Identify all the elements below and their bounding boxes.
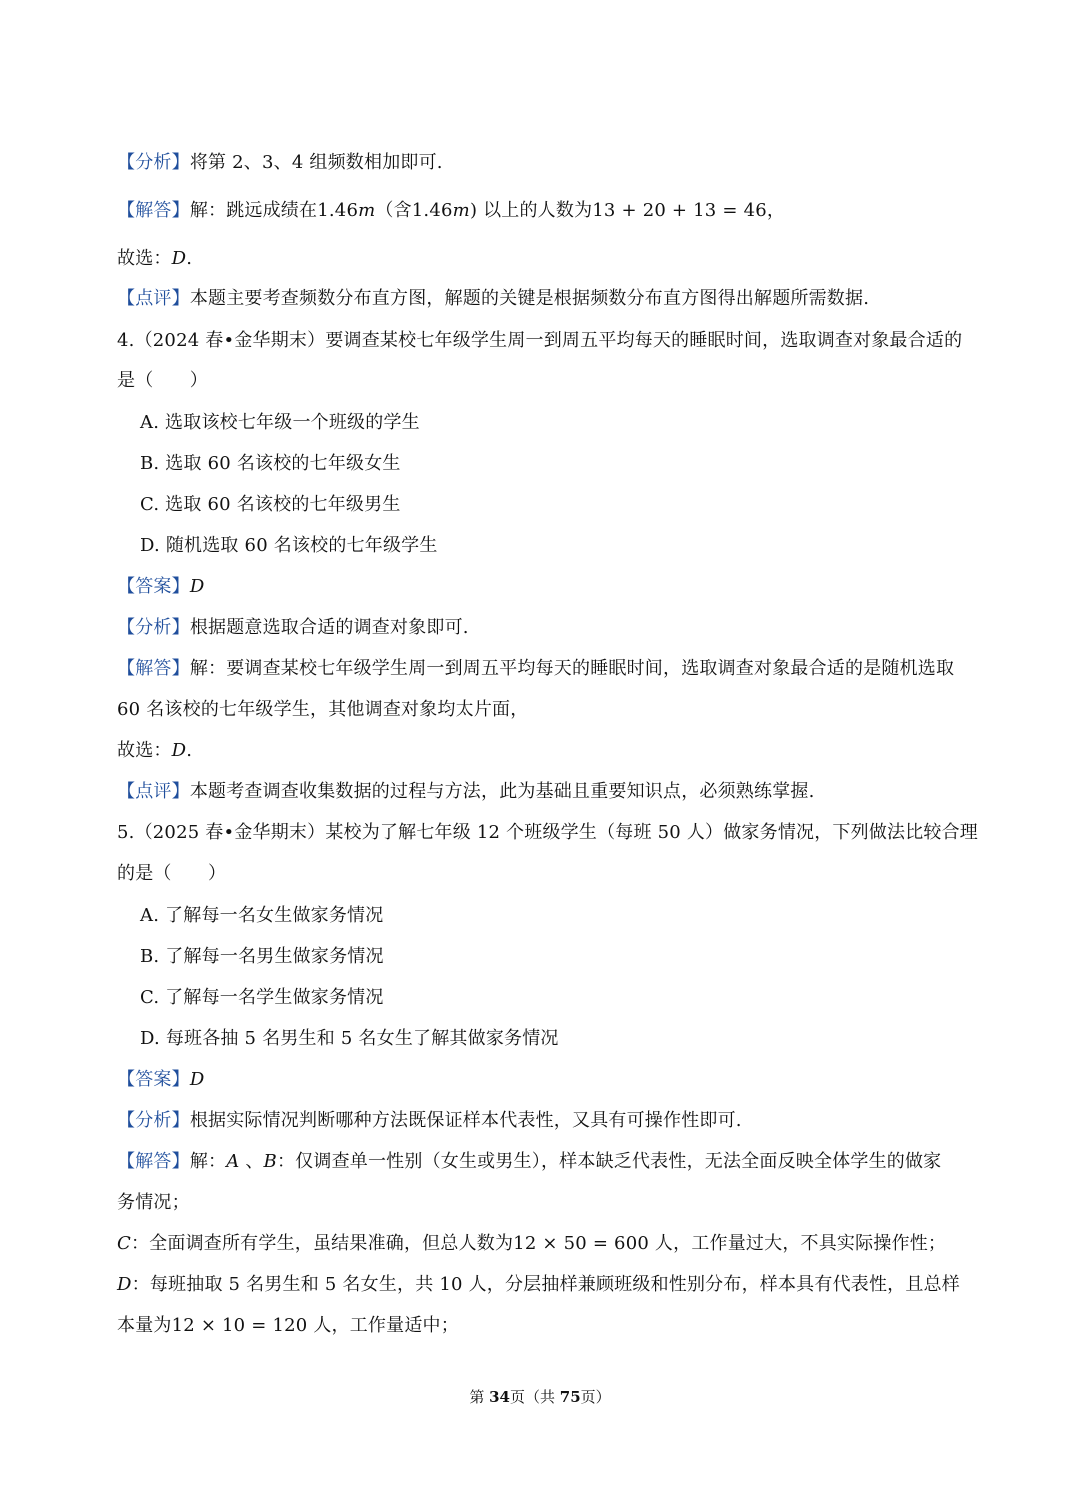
q4-option-a: A. 选取该校七年级一个班级的学生 <box>140 412 420 433</box>
q5-option-d: D. 每班各抽 5 名男生和 5 名女生了解其做家务情况 <box>140 1028 559 1049</box>
prev-solution-text-3: ) 以上的人数为13 + 20 + 13 = 46， <box>469 200 786 221</box>
q4-analysis <box>117 615 977 641</box>
prev-choose-end: . <box>186 248 193 269</box>
q5-stem-line2: 的是（ ） <box>117 863 227 884</box>
q5-d-line <box>117 1272 977 1298</box>
q5-solution-letter-a: A <box>226 1151 240 1172</box>
q5-d-letter: D <box>117 1274 132 1295</box>
prev-choose <box>117 246 977 272</box>
q4-choose-label: 故选： <box>117 740 172 761</box>
q5-solution-line2: 务情况； <box>117 1192 190 1213</box>
q5-option-c: C. 了解每一名学生做家务情况 <box>140 987 384 1008</box>
q4-stem-line2: 是（ ） <box>117 370 208 391</box>
q4-choose <box>117 738 977 764</box>
q4-stem-line1: 4.（2024 春•金华期末）要调查某校七年级学生周一到周五平均每天的睡眠时间，选取调查对象最合适的 <box>117 330 963 351</box>
q4-solution-line1 <box>117 656 977 682</box>
prev-solution-unit-2: m <box>452 200 470 221</box>
q4-analysis-text: 根据题意选取合适的调查对象即可. <box>189 617 469 638</box>
solution-tag: 【解答】 <box>117 658 190 679</box>
q5-c-line <box>117 1231 977 1257</box>
footer-prefix: 第 <box>469 1388 490 1406</box>
analysis-tag: 【分析】 <box>117 152 190 173</box>
q5-analysis-text: 根据实际情况判断哪种方法既保证样本代表性，又具有可操作性即可. <box>189 1110 742 1131</box>
prev-choose-letter: D <box>171 248 187 269</box>
q5-stem-line1: 5.（2025 春•金华期末）某校为了解七年级 12 个班级学生（每班 50 人）做家务情况，下列做法比较合理 <box>117 822 979 843</box>
q5-answer <box>117 1067 977 1093</box>
page-footer <box>0 1386 1080 1408</box>
footer-suffix: 页） <box>580 1388 611 1406</box>
q5-solution-sep: 、 <box>239 1151 264 1172</box>
q5-analysis <box>117 1108 977 1134</box>
q5-c-letter: C <box>117 1233 131 1254</box>
prev-analysis <box>117 150 977 176</box>
q5-solution-letter-b: B <box>263 1151 277 1172</box>
q4-option-c: C. 选取 60 名该校的七年级男生 <box>140 494 401 515</box>
solution-tag: 【解答】 <box>117 1151 190 1172</box>
footer-total-pages: 75 <box>559 1388 581 1406</box>
prev-choose-label: 故选： <box>117 248 172 269</box>
prev-comment-text: 本题主要考查频数分布直方图，解题的关键是根据频数分布直方图得出解题所需数据. <box>189 288 870 309</box>
solution-tag: 【解答】 <box>117 200 190 221</box>
prev-solution-text-2: （含1.46 <box>375 200 453 221</box>
q4-choose-end: . <box>186 740 193 761</box>
q4-solution-text-1: 解：要调查某校七年级学生周一到周五平均每天的睡眠时间，选取调查对象最合适的是随机选取 <box>189 658 955 679</box>
q4-answer <box>117 574 977 600</box>
q5-solution-pre: 解： <box>189 1151 227 1172</box>
q5-d-text: ：每班抽取 5 名男生和 5 名女生，共 10 人，分层抽样兼顾班级和性别分布，样本具有代表性，且总样 <box>131 1274 960 1295</box>
prev-solution-unit-1: m <box>358 200 376 221</box>
prev-analysis-text: 将第 2、3、4 组频数相加即可. <box>189 152 443 173</box>
q4-comment <box>117 779 977 805</box>
comment-tag: 【点评】 <box>117 288 190 309</box>
prev-solution-text-1: 解：跳远成绩在1.46 <box>189 200 359 221</box>
answer-tag: 【答案】 <box>117 1069 190 1090</box>
q5-d-line2: 本量为12 × 10 = 120 人，工作量适中； <box>117 1315 459 1336</box>
q4-option-d: D. 随机选取 60 名该校的七年级学生 <box>140 535 438 556</box>
footer-mid: 页（共 <box>509 1388 560 1406</box>
analysis-tag: 【分析】 <box>117 1110 190 1131</box>
q4-option-b: B. 选取 60 名该校的七年级女生 <box>140 453 401 474</box>
q4-choose-letter: D <box>171 740 187 761</box>
footer-page-number: 34 <box>489 1388 510 1406</box>
comment-tag: 【点评】 <box>117 781 190 802</box>
q5-answer-letter: D <box>189 1069 205 1090</box>
prev-comment <box>117 286 977 312</box>
q4-solution-line2: 60 名该校的七年级学生，其他调查对象均太片面， <box>117 699 529 720</box>
q5-solution-line1 <box>117 1149 977 1175</box>
q5-c-text: ：全面调查所有学生，虽结果准确，但总人数为12 × 50 = 600 人，工作量过大，不具实际操作性； <box>130 1233 947 1254</box>
q5-option-b: B. 了解每一名男生做家务情况 <box>140 946 384 967</box>
q4-comment-text: 本题考查调查收集数据的过程与方法，此为基础且重要知识点，必须熟练掌握. <box>189 781 815 802</box>
analysis-tag: 【分析】 <box>117 617 190 638</box>
q5-option-a: A. 了解每一名女生做家务情况 <box>140 905 384 926</box>
q5-solution-line1-rest: ：仅调查单一性别（女生或男生），样本缺乏代表性，无法全面反映全体学生的做家 <box>276 1151 942 1172</box>
prev-solution <box>117 198 977 224</box>
q4-answer-letter: D <box>189 576 205 597</box>
answer-tag: 【答案】 <box>117 576 190 597</box>
